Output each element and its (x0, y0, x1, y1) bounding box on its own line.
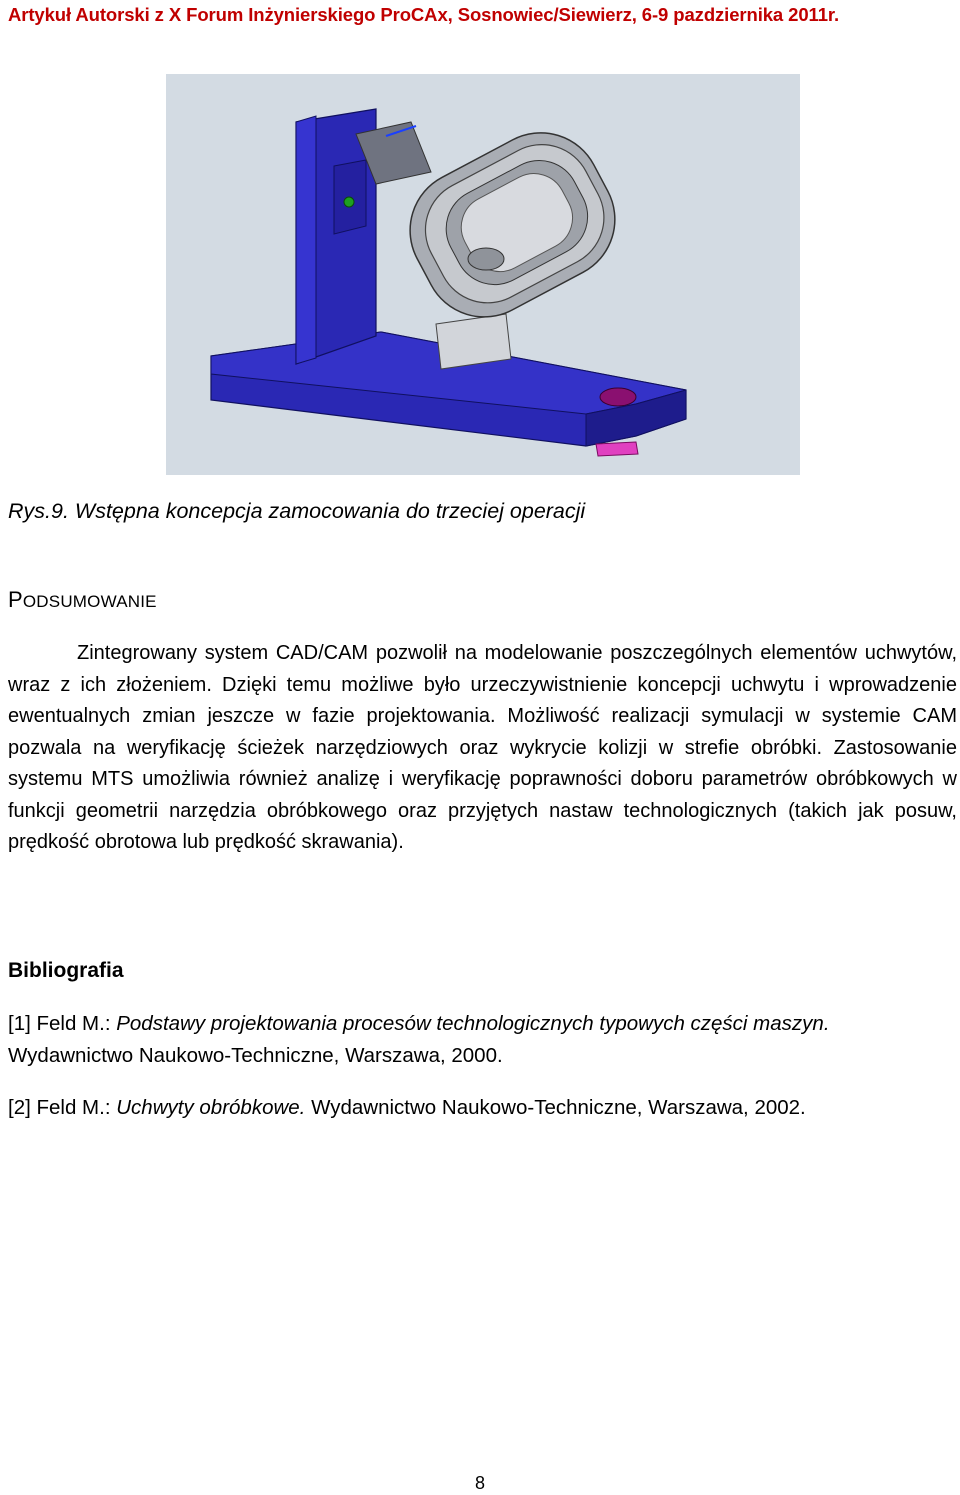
reference-2-title: Uchwyty obróbkowe. (116, 1096, 306, 1119)
reference-1-publisher: Wydawnictwo Naukowo-Techniczne, Warszawa, 2000. (8, 1043, 503, 1067)
reference-2-authors: [2] Feld M.: (8, 1096, 117, 1119)
page-number: 8 (474, 1473, 485, 1493)
reference-2-publisher: Wydawnictwo Naukowo-Techniczne, Warszawa, 2002. (305, 1096, 806, 1119)
bibliography-heading: Bibliografia (8, 959, 124, 982)
reference-2 (8, 1092, 958, 1124)
fixture-render (166, 74, 800, 475)
section-heading-summary (8, 587, 157, 613)
cad-fixture-figure (166, 74, 800, 475)
reference-1-title: Podstawy projektowania procesów technologicznych typowych części maszyn. (116, 1012, 830, 1035)
running-header: Artykuł Autorski z X Forum Inżynierskiego ProCAx, Sosnowiec/Siewierz, 6-9 pazdziernika 2011r. (8, 4, 840, 25)
heading-initial: P (8, 587, 23, 612)
heading-rest: ODSUMOWANIE (22, 592, 157, 611)
figure-caption: Rys.9. Wstępna koncepcja zamocowania do trzeciej operacji (8, 499, 586, 523)
reference-1 (8, 1008, 958, 1071)
reference-1-authors: [1] Feld M.: (8, 1012, 117, 1035)
summary-paragraph: Zintegrowany system CAD/CAM pozwolił na modelowanie poszczególnych elementów uchwytów, wraz z ich złożeniem. Dzięki temu możliwe było urzeczywistnienie koncepcji uchwytu i wprowadzenie ewentualnych zmian jeszcze w fazie projektowania. Możliwość realizacji symulacji w systemie CAM pozwala na weryfikację ścieżek narzędziowych oraz wykrycie kolizji w strefie obróbki. Zastosowanie systemu MTS umożliwia również analizę i weryfikację poprawności doboru parametrów obróbkowych w funkcji geometrii narzędzia obróbkowego oraz przyjętych nastaw technologicznych (takich jak posuw, prędkość obrotowa lub prędkość skrawania). (8, 642, 957, 853)
